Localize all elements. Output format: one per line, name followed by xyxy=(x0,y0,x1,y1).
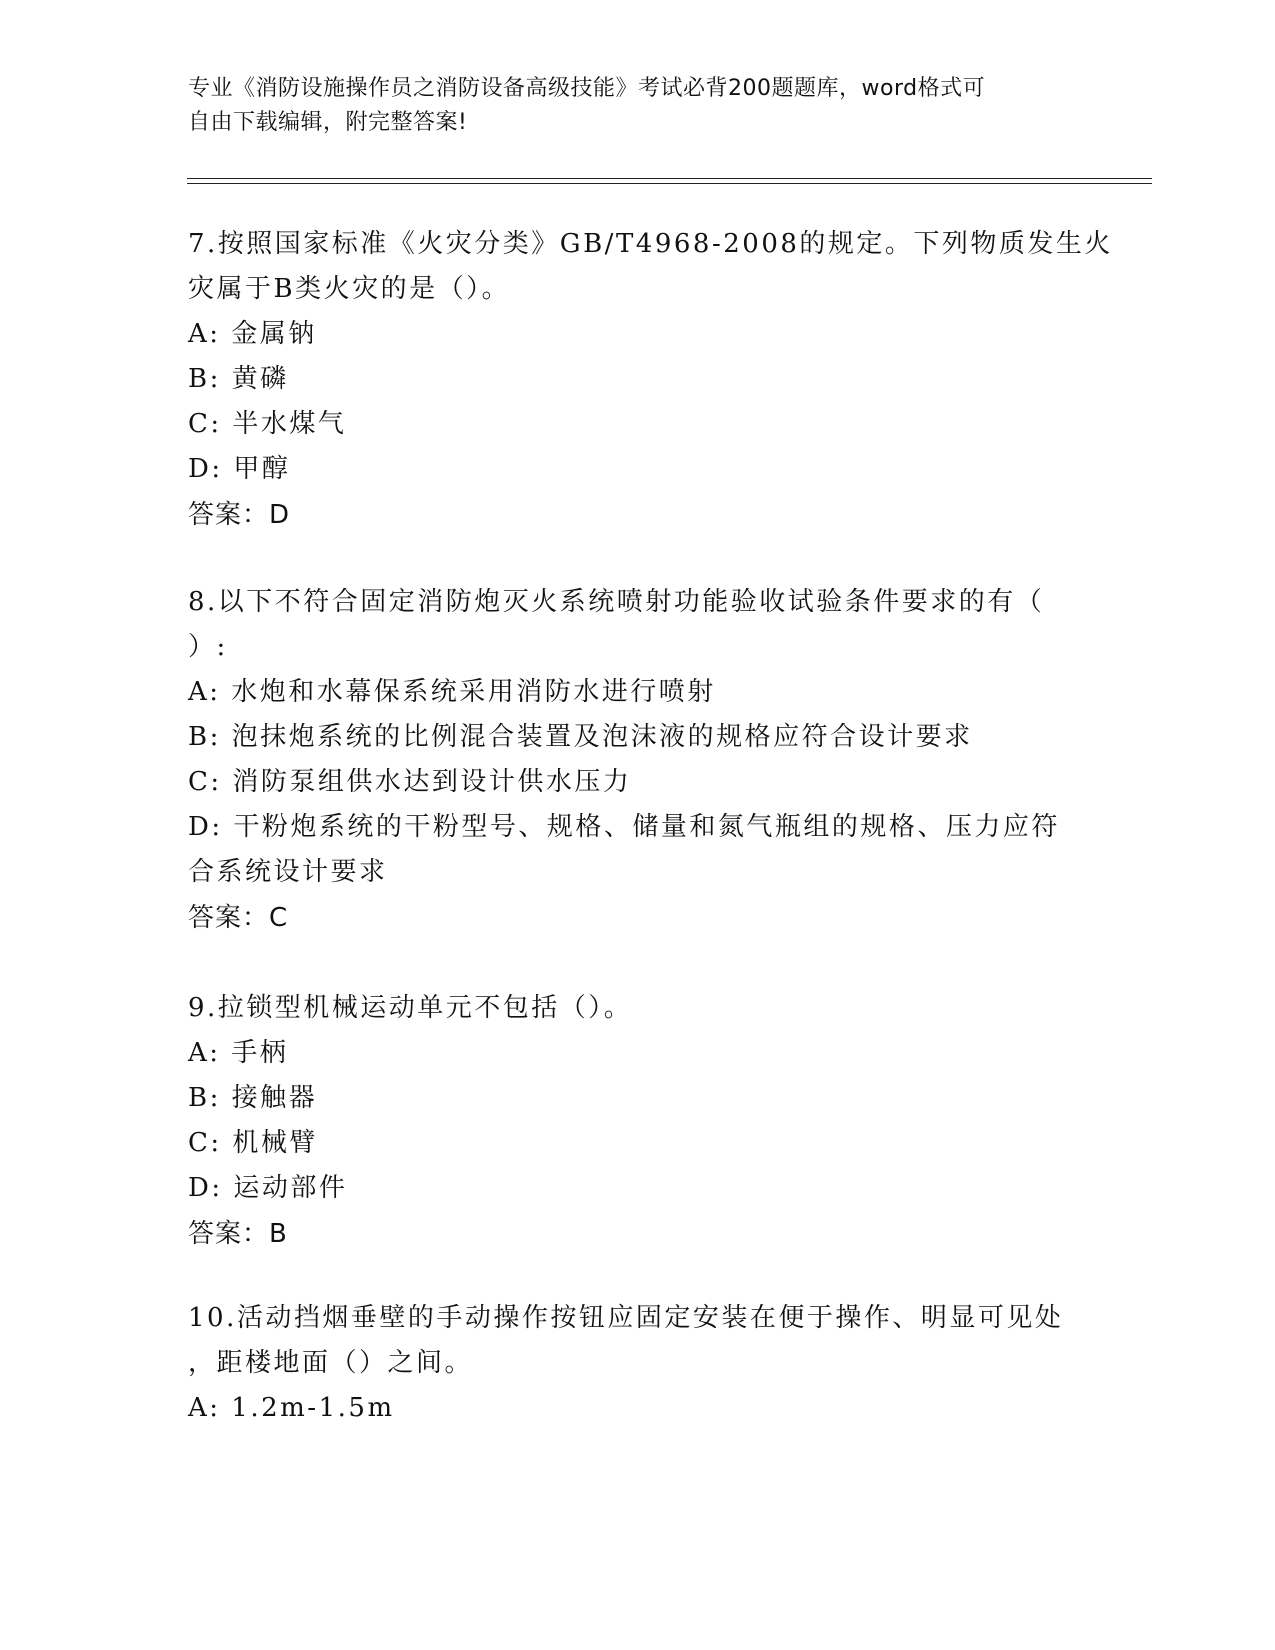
question-text xyxy=(188,986,1088,1031)
option-b: B: 泡抹炮系统的比例混合装置及泡沫液的规格应符合设计要求 xyxy=(188,722,973,752)
question-text-line: 灾属于B类火灾的是（）。 xyxy=(188,274,511,304)
option-d: D: 甲醇 xyxy=(188,454,291,484)
document-header xyxy=(188,72,1068,140)
header-divider-top xyxy=(187,178,1152,179)
option-b: B: 黄磷 xyxy=(188,364,289,394)
question-10 xyxy=(188,1296,1088,1431)
option-b: B: 接触器 xyxy=(188,1083,318,1113)
option-c: C: 半水煤气 xyxy=(188,409,347,439)
question-text xyxy=(188,222,1113,312)
option-a: A: 金属钠 xyxy=(188,319,317,349)
option-a: A: 1.2m-1.5m xyxy=(188,1393,395,1423)
option-d: D: 干粉炮系统的干粉型号、规格、储量和氮气瓶组的规格、压力应符 xyxy=(188,812,1060,842)
answer: 答案：B xyxy=(188,1219,288,1249)
option-c: C: 机械臂 xyxy=(188,1128,318,1158)
question-text-line: ）: xyxy=(188,632,228,662)
question-8 xyxy=(188,580,1088,941)
answer: 答案：D xyxy=(188,500,291,530)
option-d: D: 运动部件 xyxy=(188,1173,348,1203)
question-9 xyxy=(188,986,1088,1257)
option-a: A: 水炮和水幕保系统采用消防水进行喷射 xyxy=(188,677,716,707)
option-a: A: 手柄 xyxy=(188,1038,289,1068)
question-text xyxy=(188,580,1088,670)
question-text-line: 7.按照国家标准《火灾分类》GB/T4968-2008的规定。下列物质发生火 xyxy=(188,229,1113,259)
question-text-line: 10.活动挡烟垂壁的手动操作按钮应固定安装在便于操作、明显可见处 xyxy=(188,1303,1064,1333)
question-text-line: 8.以下不符合固定消防炮灭火系统喷射功能验收试验条件要求的有（ xyxy=(188,587,1045,617)
answer: 答案：C xyxy=(188,903,289,933)
header-line-1: 专业《消防设施操作员之消防设备高级技能》考试必背200题题库，word格式可 xyxy=(188,76,986,101)
question-text-line: 9.拉锁型机械运动单元不包括（）。 xyxy=(188,993,633,1023)
header-divider-bottom xyxy=(187,183,1152,184)
option-c: C: 消防泵组供水达到设计供水压力 xyxy=(188,767,632,797)
question-text xyxy=(188,1296,1088,1386)
option-d-continued: 合系统设计要求 xyxy=(188,857,388,887)
question-text-line: ，距楼地面（）之间。 xyxy=(188,1348,474,1378)
question-7 xyxy=(188,222,1113,538)
header-line-2: 自由下载编辑，附完整答案! xyxy=(188,110,468,135)
